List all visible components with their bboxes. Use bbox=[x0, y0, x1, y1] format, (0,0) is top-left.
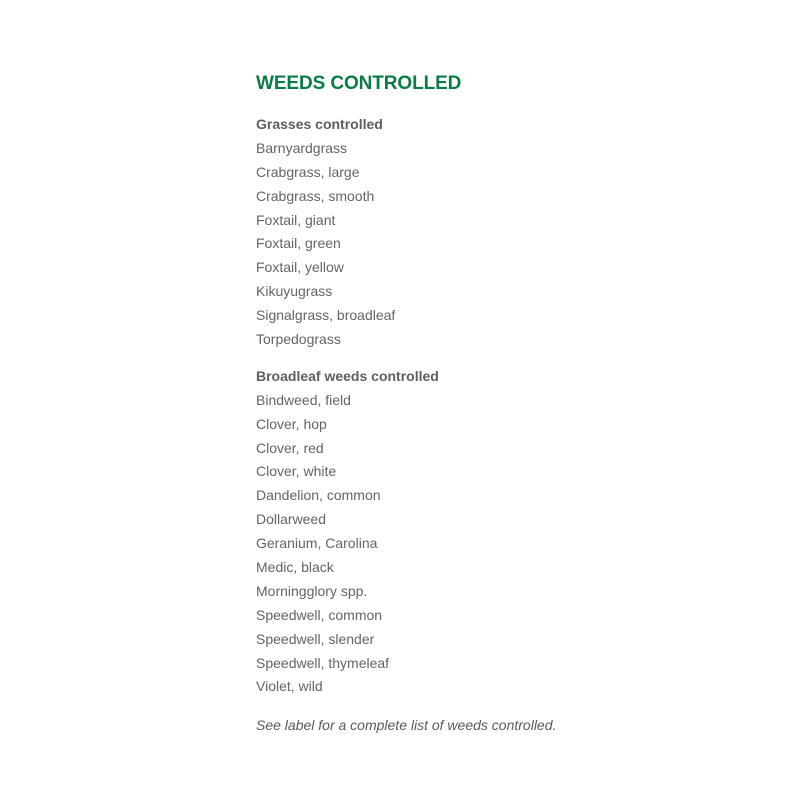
grasses-list bbox=[256, 137, 736, 352]
list-item: Foxtail, giant bbox=[256, 211, 336, 228]
broadleaf-list bbox=[256, 389, 736, 700]
list-item: Foxtail, yellow bbox=[256, 259, 344, 276]
list-item: Geranium, Carolina bbox=[256, 535, 378, 552]
list-item: Speedwell, thymeleaf bbox=[256, 654, 390, 671]
list-item: Clover, white bbox=[256, 463, 337, 480]
grasses-heading: Grasses controlled bbox=[256, 116, 383, 132]
list-item: Speedwell, slender bbox=[256, 630, 375, 647]
list-item: Speedwell, common bbox=[256, 606, 383, 623]
section-title: WEEDS CONTROLLED bbox=[256, 73, 462, 94]
list-item: Violet, wild bbox=[256, 678, 323, 695]
list-item: Crabgrass, large bbox=[256, 163, 360, 180]
list-item: Clover, hop bbox=[256, 415, 327, 432]
list-item: Torpedograss bbox=[256, 331, 341, 348]
list-item: Foxtail, green bbox=[256, 235, 341, 252]
list-item: Medic, black bbox=[256, 559, 334, 576]
list-item: Bindweed, field bbox=[256, 391, 351, 408]
list-item: Signalgrass, broadleaf bbox=[256, 307, 396, 324]
list-item: Morningglory spp. bbox=[256, 582, 368, 599]
list-item: Crabgrass, smooth bbox=[256, 187, 375, 204]
list-item: Dollarweed bbox=[256, 511, 327, 528]
list-item: Barnyardgrass bbox=[256, 139, 348, 156]
list-item: Clover, red bbox=[256, 439, 324, 456]
list-item: Dandelion, common bbox=[256, 487, 381, 504]
weeds-controlled-section bbox=[256, 72, 736, 737]
broadleaf-heading: Broadleaf weeds controlled bbox=[256, 367, 439, 384]
footnote: See label for a complete list of weeds controlled. bbox=[256, 717, 557, 734]
list-item: Kikuyugrass bbox=[256, 283, 333, 300]
